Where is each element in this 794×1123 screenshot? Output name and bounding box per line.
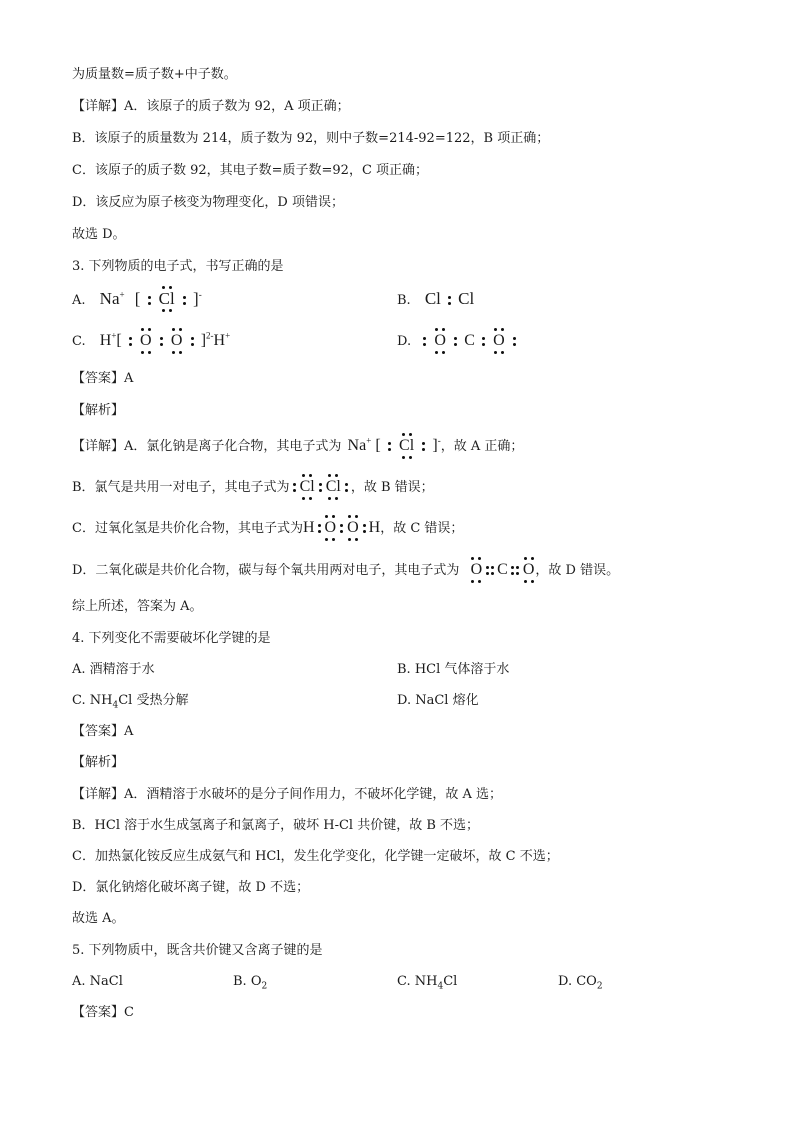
electron-pair (454, 337, 457, 346)
electron-pair (423, 337, 426, 346)
question-3-summary: 综上所述，答案为 A。 (72, 599, 203, 614)
text-line: 故选 D。 (72, 227, 126, 242)
electron-pair (191, 337, 194, 346)
text-line: D．该反应为原子核变为物理变化，D 项错误； (72, 195, 344, 210)
oxygen-atom: O (492, 332, 506, 350)
question-4-explain-b: B．HCl 溶于水生成氢离子和氯离子，破坏 H-Cl 共价键，故 B 不选； (72, 818, 480, 833)
question-3-explain-c: C．过氧化氢是共价化合物，其电子式为H O O H，故 C 错误； (72, 519, 463, 538)
question-5-option-b: B. $O_2$ (233, 974, 268, 992)
oxygen-atom: O (522, 561, 536, 579)
electron-pair (148, 296, 151, 305)
question-4-answer: 【答案】A (72, 724, 134, 739)
question-4-stem: 4. 下列变化不需要破坏化学键的是 (72, 631, 271, 646)
question-4-explain-c: C．加热氯化铵反应生成氨气和 HCl，发生化学变化，化学键一定破坏，故 C 不选； (72, 849, 559, 864)
chlorine-atom: Cl (398, 437, 415, 455)
oxygen-atom: O (346, 519, 360, 537)
question-4-explain-d: D．氯化钠熔化破坏离子键，故 D 不选； (72, 880, 310, 895)
text-line: C．该原子的质子数 92，其电子数=质子数=92，C 项正确； (72, 163, 429, 178)
text-line: 【详解】A．该原子的质子数为 92，A 项正确； (72, 99, 350, 114)
question-3-option-d: D. O C O (397, 332, 519, 351)
question-5-stem: 5. 下列物质中，既含共价键又含离子键的是 (72, 943, 323, 958)
chlorine-atom: Cl (325, 478, 342, 496)
question-3-option-a: A. Na+ [ Cl ]- (72, 290, 202, 310)
question-3-stem: 3. 下列物质的电子式，书写正确的是 (72, 259, 284, 274)
chlorine-atom: Cl (299, 478, 316, 496)
question-3-explain-a: 【详解】A．氯化钠是离子化合物，其电子式为 Na+ [ Cl ]-，故 A 正确； (72, 437, 523, 456)
electron-pair (183, 296, 186, 305)
oxygen-atom: O (139, 332, 153, 350)
question-4-option-d: D. NaCl 熔化 (397, 693, 479, 708)
question-4-analysis: 【解析】 (72, 755, 125, 770)
question-4-option-b: B. HCl 气体溶于水 (397, 662, 510, 677)
question-5-option-a: A. NaCl (72, 974, 123, 989)
question-3-option-b: B. Cl Cl (397, 289, 475, 308)
question-5-option-d: D. $CO_2$ (558, 974, 603, 992)
question-5-answer: 【答案】C (72, 1005, 134, 1020)
electron-pair (129, 337, 132, 346)
question-3-answer: 【答案】A (72, 371, 134, 386)
oxygen-atom: O (324, 519, 338, 537)
question-3-analysis: 【解析】 (72, 403, 125, 418)
question-4-option-c: C. $NH_4Cl$ 受热分解 (72, 693, 189, 711)
question-5-option-c: C. $NH_4Cl$ (397, 974, 458, 992)
oxygen-atom: O (170, 332, 184, 350)
question-4-explain-a: 【详解】A．酒精溶于水破坏的是分子间作用力，不破坏化学键，故 A 选； (72, 787, 503, 802)
chlorine-atom: Cl (158, 290, 176, 308)
electron-pair (448, 296, 451, 305)
question-3-explain-d: D．二氧化碳是共价化合物，碳与每个氧共用两对电子，其电子式为 O C O ，故 D 错误。 (72, 561, 619, 580)
question-3-explain-b: B．氯气是共用一对电子，其电子式为 Cl Cl ，故 B 错误； (72, 478, 434, 497)
electron-pair (513, 337, 516, 346)
question-4-option-a: A. 酒精溶于水 (72, 662, 155, 677)
oxygen-atom: O (470, 561, 484, 579)
electron-pair (160, 337, 163, 346)
question-4-conclusion: 故选 A。 (72, 911, 125, 926)
oxygen-atom: O (433, 332, 447, 350)
text-line: B．该原子的质量数为 214，质子数为 92，则中子数=214-92=122，B 项正确； (72, 131, 550, 146)
text-line: 为质量数=质子数+中子数。 (72, 67, 237, 82)
electron-pair (482, 337, 485, 346)
question-3-option-c: C. H+[ O O ]$^{2-}$H+ (72, 332, 230, 351)
